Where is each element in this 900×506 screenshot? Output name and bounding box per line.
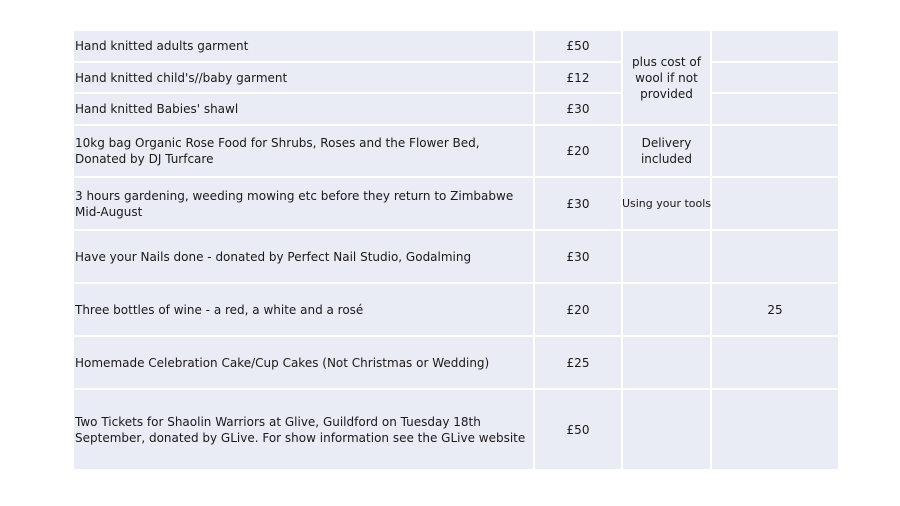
row-8-note [623, 390, 710, 469]
wool-note: plus cost of wool if not provided [623, 31, 710, 124]
row-4-price: £30 [535, 178, 621, 229]
row-7-price: £25 [535, 337, 621, 388]
row-0-price: £50 [535, 31, 621, 61]
row-0-description: Hand knitted adults garment [74, 31, 533, 61]
auction-table [74, 31, 838, 469]
row-1-price: £12 [535, 63, 621, 92]
row-8-description: Two Tickets for Shaolin Warriors at Glive, Guildford on Tuesday 18th September, donated by GLive. For show information see the GLive website [74, 390, 533, 469]
row-2-extra [712, 94, 838, 124]
row-5-description: Have your Nails done - donated by Perfect Nail Studio, Godalming [74, 231, 533, 282]
row-7-extra [712, 337, 838, 388]
row-3-description: 10kg bag Organic Rose Food for Shrubs, Roses and the Flower Bed, Donated by DJ Turfcare [74, 126, 533, 176]
row-2-description: Hand knitted Babies' shawl [74, 94, 533, 124]
row-0-extra [712, 31, 838, 61]
row-4-description: 3 hours gardening, weeding mowing etc before they return to Zimbabwe Mid-August [74, 178, 533, 229]
row-8-price: £50 [535, 390, 621, 469]
row-3-note: Delivery included [623, 126, 710, 176]
row-5-price: £30 [535, 231, 621, 282]
row-5-extra [712, 231, 838, 282]
row-6-note [623, 284, 710, 335]
row-6-extra: 25 [712, 284, 838, 335]
row-4-extra [712, 178, 838, 229]
row-2-price: £30 [535, 94, 621, 124]
row-6-price: £20 [535, 284, 621, 335]
row-5-note [623, 231, 710, 282]
row-8-extra [712, 390, 838, 469]
row-1-extra [712, 63, 838, 92]
row-7-description: Homemade Celebration Cake/Cup Cakes (Not Christmas or Wedding) [74, 337, 533, 388]
row-6-description: Three bottles of wine - a red, a white and a rosé [74, 284, 533, 335]
row-3-price: £20 [535, 126, 621, 176]
row-3-extra [712, 126, 838, 176]
row-7-note [623, 337, 710, 388]
row-1-description: Hand knitted child's//baby garment [74, 63, 533, 92]
row-4-note: Using your tools [623, 178, 710, 229]
